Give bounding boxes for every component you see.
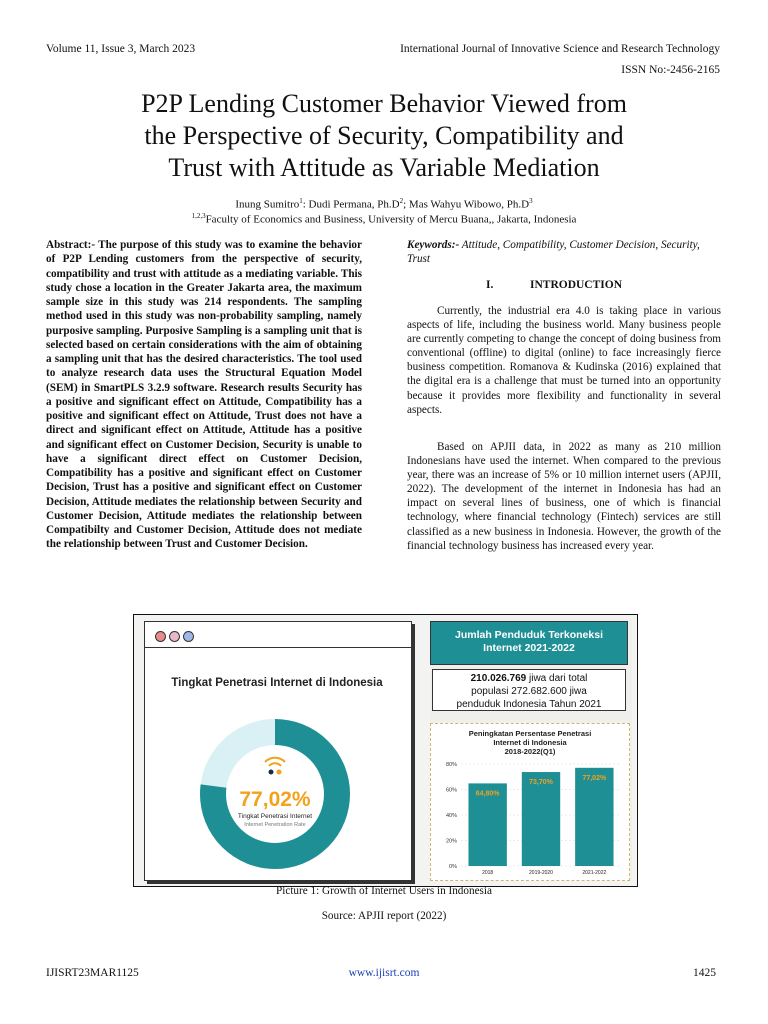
bar-value-label: 64,80% <box>475 790 500 798</box>
bar-value-label: 73,70% <box>529 779 553 787</box>
y-tick-label: 20% <box>445 838 457 845</box>
donut-chart <box>195 714 355 874</box>
stat-number: 210.026.769 <box>470 673 527 684</box>
donut-sub-label: Internet Penetration Rate <box>244 822 306 828</box>
affiliation-text: Faculty of Economics and Business, University of Mercu Buana,, Jakarta, Indonesia <box>205 213 577 226</box>
author-sup: 1 <box>299 197 303 205</box>
banner-line: Internet 2021-2022 <box>483 642 575 654</box>
section-number: I. <box>486 279 494 291</box>
figure-caption: Picture 1: Growth of Internet Users in Indonesia <box>276 885 492 897</box>
bar <box>575 768 613 866</box>
abstract: Abstract:- The purpose of this study was to examine the behavior of P2P Lending customers from the perspective of security, compatibility and trust with attitude as a mediating variable. This study chose a location in the Greater Jakarta area, the maximum sample size in this study was 214 respondents. The sampling method used in this study was non-probability sampling, namely purposive sampling. Purposive Sampling is a sampling unit that is selected based on certain considerations with the aim of obtaining a sampling unit that has the desired characteristics. The tool used to analyze research data uses the Structural Equation Model (SEM) in SmartPLS 3.2.9 software. Research results Security has a positive and significant effect on Attitude, Compatibility has a positive and significant effect on Attitude, Trust does not have a direct and significant effect on Attitude, Attitude has a positive and significant effect on Customer Decision, Security is unable to have a significant direct effect on Customer Decision, Compatibility has a positive and significant effect on Customer Decision, Trust has a positive and significant effect on Customer Decision, Attitude mediates the relationship between Security and Customer Decision, Attitude mediates the relationship between Compatibilty and Customer Decision, Attitude does not mediate the relationship between Trust and Customer Decision. <box>46 239 362 551</box>
header-issn: ISSN No:-2456-2165 <box>621 64 720 76</box>
chart-title-line: Peningkatan Persentase Penetrasi <box>468 729 592 738</box>
title-line: the Perspective of Security, Compatibility and <box>144 121 624 150</box>
window-dot-icon <box>183 631 194 642</box>
penetration-card <box>144 621 412 881</box>
card-title: Tingkat Penetrasi Internet di Indonesia <box>171 677 383 689</box>
y-tick-label: 0% <box>449 864 457 870</box>
window-dot-icon <box>155 631 166 642</box>
bar <box>522 772 560 866</box>
figure-infographic <box>133 614 638 887</box>
x-tick-label: 2018 <box>482 870 494 876</box>
bar-chart <box>431 724 629 880</box>
card-divider <box>145 647 411 648</box>
author-sup: 2 <box>399 197 404 205</box>
chart-title-line: 2018-2022(Q1) <box>504 747 556 756</box>
y-tick-label: 60% <box>445 787 457 794</box>
footer-page-number: 1425 <box>693 967 716 979</box>
section-title: INTRODUCTION <box>530 279 623 291</box>
keywords-text: Attitude, Compatibility, Customer Decision, Security, Trust <box>407 239 700 265</box>
keywords-label: Keywords:- <box>407 239 460 251</box>
author-name: Inung Sumitro <box>235 198 300 211</box>
stat-text: populasi 272.682.600 jiwa <box>471 686 587 697</box>
stat-text: jiwa dari total <box>526 673 588 684</box>
affiliation <box>0 212 768 226</box>
paragraph: Currently, the industrial era 4.0 is taking place in various aspects of life, including the business world. Many business people are currently competing to change the concept of doing business from conventional (offline) to digital (online) to face increasingly fierce business competition. Romanova & Kudinska (2016) explained that the digital era is a challenge that must be turned into an opportunity because it provides more flexibility and functionality in several aspects. <box>407 305 721 416</box>
paragraph: Based on APJII data, in 2022 as many as 210 million Indonesians have used the internet. When compared to the previous year, there was an increase of 5% or 10 million internet users (APJII, 2022). The development of the internet in Indonesia has had an impact on several lines of business, one of which is financial technology, where financial technology (Fintech) services are still classified as a new business in Indonesia. However, the growth of the financial technology business has increased every year. <box>407 441 721 552</box>
wifi-people-icon <box>265 758 285 775</box>
footer-id: IJISRT23MAR1125 <box>46 967 139 979</box>
donut-value-label: 77,02% <box>239 788 311 811</box>
x-tick-label: 2021-2022 <box>582 870 607 876</box>
banner <box>430 621 628 665</box>
author-list <box>0 197 768 211</box>
title-line: P2P Lending Customer Behavior Viewed from <box>141 89 627 118</box>
stat-box <box>432 669 626 711</box>
author-name: ; Mas Wahyu Wibowo, Ph.D <box>403 198 530 211</box>
donut-sub-label: Tingkat Penetrasi Internet <box>237 813 313 820</box>
author-name: : Dudi Permana, Ph.D <box>302 198 400 211</box>
paper-title <box>60 88 708 184</box>
affiliation-sup: 1,2,3 <box>191 212 206 220</box>
x-tick-label: 2019-2020 <box>529 870 553 876</box>
banner-line: Jumlah Penduduk Terkoneksi <box>454 629 603 641</box>
bar-chart-card <box>430 723 630 881</box>
stats-panel <box>430 619 632 881</box>
keywords <box>407 238 721 266</box>
stat-text: penduduk Indonesia Tahun 2021 <box>456 699 602 710</box>
bar-value-label: 77,02% <box>582 774 607 782</box>
footer-url-link[interactable]: www.ijisrt.com <box>348 967 420 979</box>
author-sup: 3 <box>529 197 533 205</box>
header-volume: Volume 11, Issue 3, March 2023 <box>46 43 196 55</box>
y-tick-label: 80% <box>445 762 457 768</box>
header-journal: International Journal of Innovative Science and Research Technology <box>400 43 720 55</box>
window-dot-icon <box>169 631 180 642</box>
chart-title-line: Internet di Indonesia <box>493 738 567 747</box>
title-line: Trust with Attitude as Variable Mediation <box>168 153 600 182</box>
figure-source: Source: APJII report (2022) <box>321 910 447 922</box>
y-tick-label: 40% <box>445 813 457 819</box>
